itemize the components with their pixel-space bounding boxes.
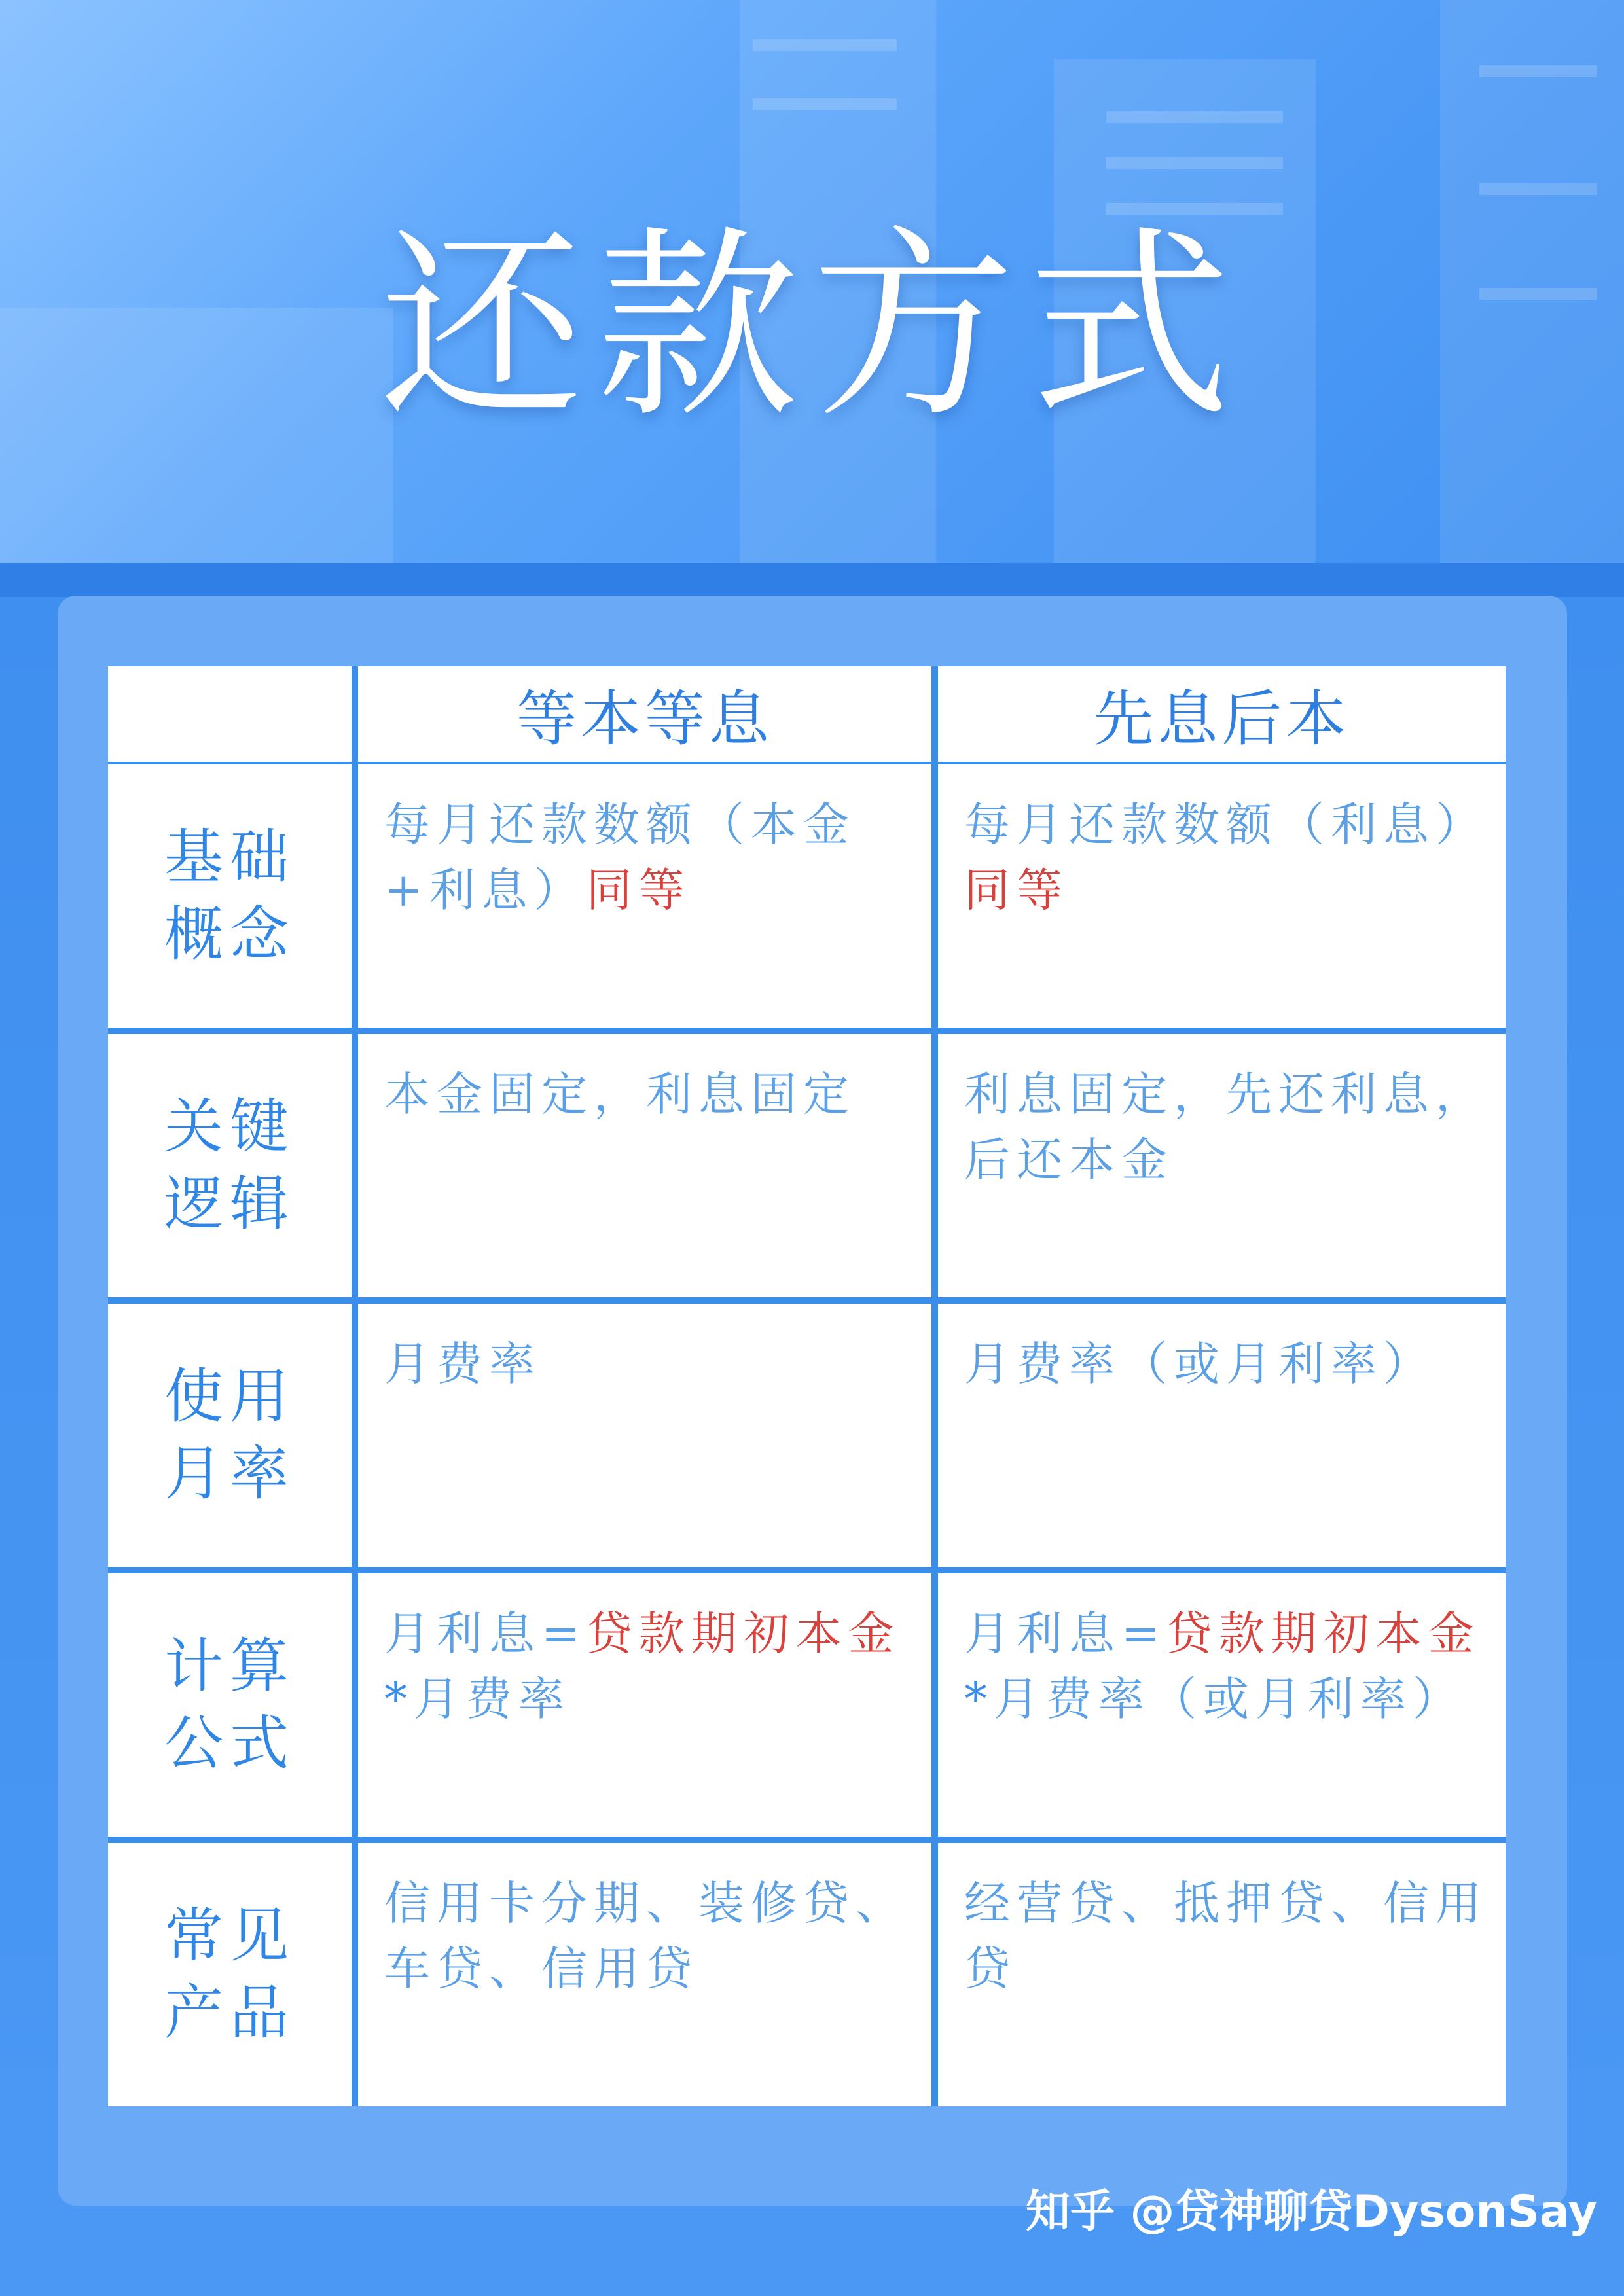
decor-line bbox=[1479, 183, 1597, 195]
text-segment: 月利息= bbox=[964, 1607, 1166, 1660]
cell-text bbox=[938, 1843, 1506, 2001]
table-cell bbox=[358, 1304, 931, 1567]
decor-line bbox=[753, 39, 897, 51]
cell-text bbox=[358, 1573, 931, 1732]
row-label: 使用月率 bbox=[164, 1362, 295, 1508]
row-label-cell bbox=[108, 1573, 352, 1837]
text-segment: 经营贷、抵押贷、信用贷 bbox=[964, 1876, 1488, 1996]
text-segment: * bbox=[964, 1672, 994, 1726]
cell-text bbox=[938, 1573, 1506, 1732]
table-body bbox=[108, 764, 1506, 2106]
decor-line bbox=[1106, 111, 1283, 123]
table-row bbox=[108, 764, 1506, 1028]
decor-line bbox=[1106, 157, 1283, 169]
row-label-cell bbox=[108, 1843, 352, 2106]
decor-line bbox=[1479, 65, 1597, 77]
table-row bbox=[108, 1304, 1506, 1567]
table-cell bbox=[938, 1304, 1506, 1567]
table-header-row bbox=[108, 666, 1506, 764]
text-segment: 利息固定，先还利息，后还本金 bbox=[964, 1067, 1488, 1187]
text-segment: 月费率 bbox=[414, 1672, 571, 1726]
text-segment: 每月还款数额（本金+利息） bbox=[384, 798, 856, 917]
cell-text bbox=[938, 1304, 1506, 1397]
table-cell bbox=[938, 764, 1506, 1028]
comparison-table bbox=[108, 666, 1506, 2106]
row-label: 基础概念 bbox=[164, 823, 295, 969]
text-segment: 月费率（或月利率） bbox=[994, 1672, 1465, 1726]
cell-text bbox=[358, 764, 931, 923]
cell-text bbox=[358, 1843, 931, 2001]
table-cell bbox=[938, 1034, 1506, 1297]
page-title: 还款方式 bbox=[380, 209, 1244, 445]
cell-text bbox=[358, 1304, 931, 1397]
text-segment: 每月还款数额（利息） bbox=[964, 798, 1488, 852]
text-segment: 月费率 bbox=[384, 1337, 541, 1391]
cell-text bbox=[358, 1034, 931, 1127]
table-cell bbox=[358, 1843, 931, 2106]
row-label: 常见产品 bbox=[164, 1901, 295, 2047]
row-label-cell bbox=[108, 1304, 352, 1567]
footer-attribution: 知乎 @贷神聊贷DysonSay bbox=[1025, 2186, 1597, 2238]
text-segment: * bbox=[384, 1672, 414, 1726]
table-cell bbox=[938, 1573, 1506, 1837]
column-header: 先息后本 bbox=[938, 666, 1506, 762]
highlight-text: 贷款期初本金 bbox=[586, 1607, 901, 1660]
table-cell bbox=[358, 764, 931, 1028]
highlight-text: 同等 bbox=[964, 863, 1069, 917]
table-row bbox=[108, 1034, 1506, 1297]
table-cell bbox=[358, 1573, 931, 1837]
text-segment: 月利息= bbox=[384, 1607, 586, 1660]
cell-text bbox=[938, 764, 1506, 923]
text-segment: 月费率（或月利率） bbox=[964, 1337, 1435, 1391]
cell-text bbox=[938, 1034, 1506, 1193]
table-cell bbox=[938, 1843, 1506, 2106]
column-header: 等本等息 bbox=[358, 666, 931, 762]
decor-line bbox=[753, 98, 897, 110]
table-row bbox=[108, 1573, 1506, 1837]
row-label-cell bbox=[108, 1034, 352, 1297]
highlight-text: 同等 bbox=[586, 863, 691, 917]
highlight-text: 贷款期初本金 bbox=[1166, 1607, 1481, 1660]
row-label: 计算公式 bbox=[164, 1632, 295, 1778]
table-cell bbox=[358, 1034, 931, 1297]
text-segment: 信用卡分期、装修贷、车贷、信用贷 bbox=[384, 1876, 908, 1996]
row-label-cell bbox=[108, 764, 352, 1028]
table-corner-cell bbox=[108, 666, 352, 762]
text-segment: 本金固定，利息固定 bbox=[384, 1067, 856, 1121]
table-row bbox=[108, 1843, 1506, 2106]
row-label: 关键逻辑 bbox=[164, 1092, 295, 1238]
header-divider-band bbox=[0, 563, 1624, 597]
